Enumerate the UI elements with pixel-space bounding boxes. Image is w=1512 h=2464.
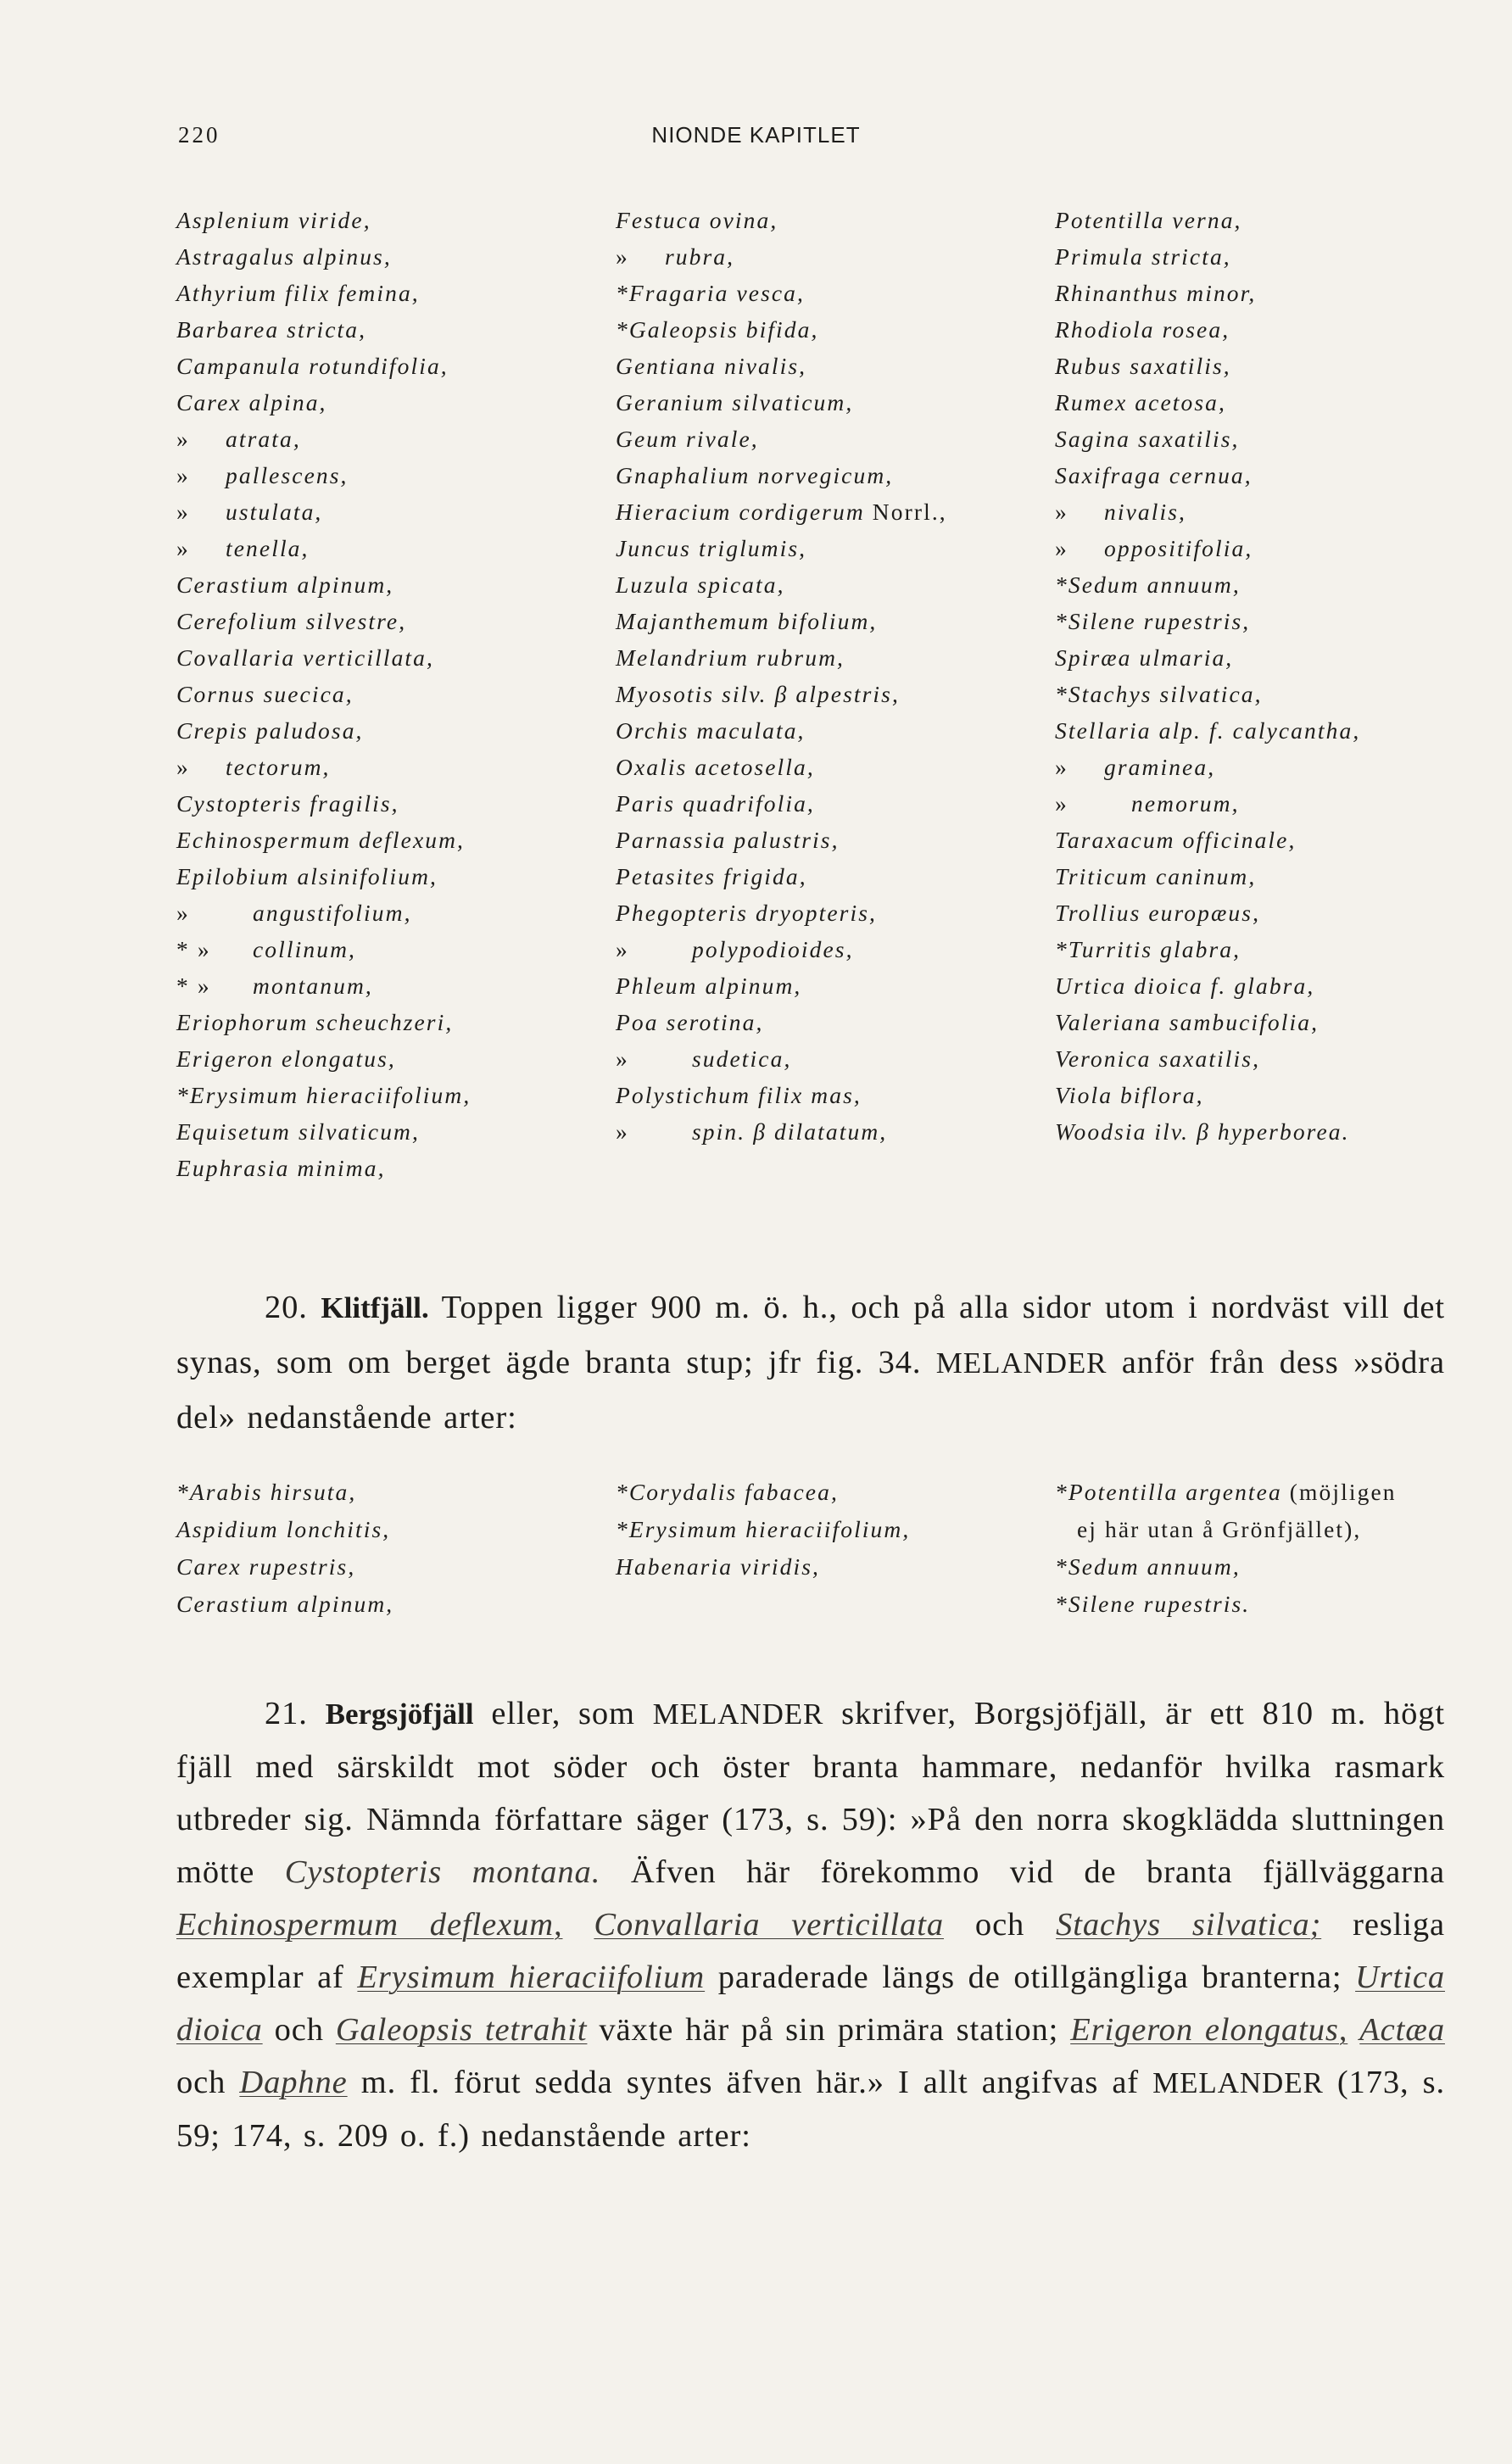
species-entry — [176, 676, 616, 712]
species-name: pallescens, — [226, 462, 349, 488]
author-name: MELANDER — [1152, 2066, 1324, 2099]
species-entry — [616, 603, 1055, 639]
ditto-mark: » — [616, 1045, 629, 1072]
ditto-mark: » — [176, 499, 190, 525]
species-name: Urtica dioica — [176, 1959, 1445, 2048]
species-entry — [176, 858, 616, 895]
species-name: Trollius europæus, — [1055, 900, 1261, 926]
species-name: Cystopteris fragilis, — [176, 790, 399, 817]
species-entry — [176, 1113, 616, 1150]
species-name: Actæa — [1359, 2012, 1445, 2048]
species-name: Barbarea stricta, — [176, 316, 367, 343]
species-name: tectorum, — [226, 754, 331, 780]
species-name: Geranium silvaticum, — [616, 389, 854, 415]
species-entry — [1055, 457, 1512, 493]
species-entry — [1055, 1077, 1512, 1113]
ditto-mark: » — [176, 900, 190, 926]
species-name: Juncus triglumis, — [616, 535, 807, 561]
species-name: Carex rupestris, — [176, 1553, 356, 1580]
ditto-mark: » — [176, 426, 190, 452]
section-number: 21. — [265, 1696, 308, 1731]
ditto-mark: » — [176, 462, 190, 488]
species-entry — [176, 1150, 616, 1186]
species-entry — [176, 712, 616, 749]
species-column-2 — [616, 1474, 1055, 1623]
species-name: *Fragaria vesca, — [616, 280, 806, 306]
species-name: oppositifolia, — [1104, 535, 1253, 561]
species-name: Valeriana sambucifolia, — [1055, 1009, 1320, 1035]
species-name: Urtica dioica f. glabra, — [1055, 973, 1315, 999]
species-entry — [176, 1511, 616, 1548]
species-entry — [1055, 1511, 1512, 1548]
species-entry — [176, 530, 616, 566]
species-name: montanum, — [253, 973, 373, 999]
species-entry — [1055, 275, 1512, 311]
species-entry — [176, 493, 616, 530]
ditto-mark: * » — [176, 973, 211, 999]
species-entry — [1055, 712, 1512, 749]
ditto-mark: » — [1055, 790, 1068, 817]
species-entry — [176, 749, 616, 785]
species-column-1 — [176, 202, 616, 1186]
species-entry — [1055, 238, 1512, 275]
species-entry — [616, 384, 1055, 421]
species-name: nivalis, — [1104, 499, 1187, 525]
species-name: ustulata, — [226, 499, 323, 525]
species-entry — [1055, 566, 1512, 603]
species-name: Crepis paludosa, — [176, 717, 364, 744]
species-entry — [176, 1586, 616, 1623]
species-entry — [616, 712, 1055, 749]
species-entry — [616, 566, 1055, 603]
species-name: Cerastium alpinum, — [176, 1591, 394, 1617]
ditto-mark: » — [1055, 754, 1068, 780]
author-name: MELANDER — [935, 1346, 1107, 1380]
species-entry — [1055, 1040, 1512, 1077]
species-name: Festuca ovina, — [616, 207, 778, 233]
species-entry — [616, 822, 1055, 858]
ditto-mark: » — [616, 936, 629, 962]
species-entry — [616, 1474, 1055, 1511]
species-name: *Silene rupestris, — [1055, 608, 1251, 634]
species-entry — [616, 1113, 1055, 1150]
species-entry — [1055, 1113, 1512, 1150]
species-entry — [176, 275, 616, 311]
species-name: Daphne — [239, 2065, 348, 2100]
species-name: Equisetum silvaticum, — [176, 1118, 420, 1145]
species-entry — [1055, 530, 1512, 566]
species-name: Rhodiola rosea, — [1055, 316, 1230, 343]
species-name: Parnassia palustris, — [616, 827, 840, 853]
species-name: Covallaria verticillata, — [176, 644, 434, 671]
species-name: collinum, — [253, 936, 357, 962]
species-name: Phleum alpinum, — [616, 973, 802, 999]
ditto-mark: » — [616, 243, 629, 270]
species-entry — [1055, 1004, 1512, 1040]
species-name: atrata, — [226, 426, 301, 452]
species-name: Taraxacum officinale, — [1055, 827, 1297, 853]
species-entry — [616, 530, 1055, 566]
species-entry — [616, 639, 1055, 676]
paragraph-text: anför från dess »södra del» nedanstående arter: — [176, 1345, 1445, 1435]
species-name: Convallaria verticillata — [594, 1907, 945, 1943]
species-name: Polystichum filix mas, — [616, 1082, 862, 1108]
species-entry — [1055, 858, 1512, 895]
species-name: *Silene rupestris. — [1055, 1591, 1251, 1617]
species-name: Rumex acetosa, — [1055, 389, 1226, 415]
species-name: Echinospermum deflexum, — [176, 1907, 563, 1943]
species-name: sudetica, — [692, 1045, 792, 1072]
species-name: Orchis maculata, — [616, 717, 806, 744]
species-name: Myosotis silv. β alpestris, — [616, 681, 900, 707]
species-entry — [176, 1004, 616, 1040]
species-entry — [176, 566, 616, 603]
species-entry — [176, 1548, 616, 1586]
species-entry — [176, 967, 616, 1004]
species-entry — [176, 348, 616, 384]
species-name: Poa serotina, — [616, 1009, 764, 1035]
species-entry — [176, 421, 616, 457]
species-name: Carex alpina, — [176, 389, 327, 415]
species-entry — [1055, 639, 1512, 676]
species-entry — [176, 311, 616, 348]
species-entry — [616, 1004, 1055, 1040]
species-entry — [1055, 931, 1512, 967]
species-entry — [1055, 202, 1512, 238]
species-name: *Erysimum hieraciifolium, — [176, 1082, 471, 1108]
paragraph-21 — [176, 1687, 1445, 2162]
section-number: 20. — [265, 1290, 308, 1325]
paragraph-text: paraderade längs de otillgängliga branterna; — [717, 1959, 1342, 1995]
species-name: spin. β dilatatum, — [692, 1118, 888, 1145]
species-name: *Sedum annuum, — [1055, 571, 1241, 598]
species-entry — [176, 202, 616, 238]
species-name: Echinospermum deflexum, — [176, 827, 466, 853]
species-name: Eriophorum scheuchzeri, — [176, 1009, 454, 1035]
species-name: *Corydalis fabacea, — [616, 1479, 839, 1505]
species-name: angustifolium, — [253, 900, 412, 926]
species-name: polypodioides, — [692, 936, 854, 962]
species-name: nemorum, — [1131, 790, 1240, 817]
author-name: MELANDER — [652, 1697, 824, 1731]
species-entry — [616, 1548, 1055, 1586]
species-entry — [1055, 895, 1512, 931]
species-name: rubra, — [665, 243, 735, 270]
ditto-mark: » — [1055, 535, 1068, 561]
species-name: Stellaria alp. f. calycantha, — [1055, 717, 1361, 744]
species-column-1 — [176, 1474, 616, 1623]
paragraph-text: resliga exemplar af — [176, 1907, 1446, 1995]
species-name: Galeopsis tetrahit — [335, 2012, 588, 2048]
species-name: Asplenium viride, — [176, 207, 371, 233]
page-number: 220 — [178, 122, 220, 148]
species-name: *Sedum annuum, — [1055, 1553, 1241, 1580]
species-entry — [616, 202, 1055, 238]
species-entry — [176, 822, 616, 858]
species-column-3 — [1055, 202, 1512, 1186]
species-name: Aspidium lonchitis, — [176, 1516, 391, 1542]
species-entry — [616, 858, 1055, 895]
species-name: Paris quadrifolia, — [616, 790, 815, 817]
species-name: Cerefolium silvestre, — [176, 608, 407, 634]
ditto-mark: * » — [176, 936, 211, 962]
species-name: Hieracium cordigerum — [616, 499, 865, 525]
species-name: Erigeron elongatus, — [1070, 2012, 1348, 2048]
species-name: Habenaria viridis, — [616, 1553, 820, 1580]
species-name: Luzula spicata, — [616, 571, 785, 598]
species-entry — [176, 639, 616, 676]
species-name: Primula stricta, — [1055, 243, 1231, 270]
species-name: Gentiana nivalis, — [616, 353, 807, 379]
species-name: tenella, — [226, 535, 310, 561]
species-entry — [176, 603, 616, 639]
species-entry — [176, 931, 616, 967]
species-entry — [176, 785, 616, 822]
species-name: Erysimum hieraciifolium — [357, 1959, 706, 1995]
species-name: Erigeron elongatus, — [176, 1045, 396, 1072]
species-name: *Erysimum hieraciifolium, — [616, 1516, 911, 1542]
species-entry — [1055, 384, 1512, 421]
species-name: Cornus suecica, — [176, 681, 354, 707]
species-entry — [616, 348, 1055, 384]
paragraph-20 — [176, 1280, 1445, 1445]
species-entry — [176, 384, 616, 421]
species-entry — [1055, 603, 1512, 639]
species-column-2 — [616, 202, 1055, 1186]
species-name: Potentilla verna, — [1055, 207, 1242, 233]
species-name: Petasites frigida, — [616, 863, 807, 889]
species-name: Astragalus alpinus, — [176, 243, 392, 270]
species-name: Phegopteris dryopteris, — [616, 900, 877, 926]
running-title: NIONDE KAPITLET — [651, 122, 861, 148]
species-entry — [1055, 1586, 1512, 1623]
species-entry — [1055, 421, 1512, 457]
species-note: ej här utan å Grönfjället), — [1077, 1516, 1362, 1542]
paragraph-text: Äfven här förekommo vid de branta fjällväggarna — [630, 1854, 1446, 1890]
species-name: *Stachys silvatica, — [1055, 681, 1263, 707]
species-name: Triticum caninum, — [1055, 863, 1257, 889]
species-entry — [616, 967, 1055, 1004]
species-name: *Arabis hirsuta, — [176, 1479, 357, 1505]
species-name: Melandrium rubrum, — [616, 644, 845, 671]
paragraph-text: eller, som — [491, 1696, 635, 1731]
ditto-mark: » — [1055, 499, 1068, 525]
species-entry — [1055, 348, 1512, 384]
ditto-mark: » — [176, 754, 190, 780]
paragraph-text: (173, s. 59; 174, s. 209 o. f.) nedanstående arter: — [176, 2065, 1445, 2154]
species-name: Veronica saxatilis, — [1055, 1045, 1261, 1072]
species-entry — [616, 1040, 1055, 1077]
species-entry — [1055, 311, 1512, 348]
species-note: (möjligen — [1281, 1479, 1397, 1505]
species-entry — [616, 749, 1055, 785]
page-header — [0, 122, 1512, 156]
paragraph-text: Toppen ligger 900 m. ö. h., och på alla sidor utom i nordväst vill det synas, som om berget ägde branta stup; jfr fig. 34. — [176, 1290, 1445, 1380]
species-name: Rubus saxatilis, — [1055, 353, 1231, 379]
species-name: Campanula rotundifolia, — [176, 353, 449, 379]
species-entry — [1055, 1474, 1512, 1511]
paragraph-text: och — [176, 2065, 226, 2100]
species-entry — [1055, 676, 1512, 712]
species-name: *Turritis glabra, — [1055, 936, 1241, 962]
species-entry — [176, 895, 616, 931]
species-entry — [176, 457, 616, 493]
species-entry — [616, 676, 1055, 712]
paragraph-text: och — [974, 1907, 1025, 1943]
species-entry — [1055, 749, 1512, 785]
species-name: Oxalis acetosella, — [616, 754, 815, 780]
species-entry — [176, 1474, 616, 1511]
species-name: Rhinanthus minor, — [1055, 280, 1257, 306]
species-name: *Potentilla argentea — [1055, 1479, 1282, 1505]
paragraph-text: m. fl. förut sedda syntes äfven här.» I allt angifvas af — [360, 2065, 1140, 2100]
species-entry — [1055, 493, 1512, 530]
species-entry — [176, 1040, 616, 1077]
species-name: Geum rivale, — [616, 426, 759, 452]
species-name: Athyrium filix femina, — [176, 280, 420, 306]
species-name: Sagina saxatilis, — [1055, 426, 1240, 452]
species-name: graminea, — [1104, 754, 1216, 780]
species-column-3 — [1055, 1474, 1512, 1623]
species-entry — [1055, 822, 1512, 858]
paragraph-text: och — [274, 2012, 324, 2048]
species-name: Gnaphalium norvegicum, — [616, 462, 894, 488]
species-note: Norrl., — [864, 499, 947, 525]
species-list-2 — [176, 1474, 1512, 1623]
species-entry — [616, 785, 1055, 822]
species-name: *Galeopsis bifida, — [616, 316, 819, 343]
ditto-mark: » — [616, 1118, 629, 1145]
species-entry — [616, 1077, 1055, 1113]
species-entry — [616, 457, 1055, 493]
species-name: Majanthemum bifolium, — [616, 608, 878, 634]
species-entry — [1055, 785, 1512, 822]
species-name: Saxifraga cernua, — [1055, 462, 1253, 488]
species-entry — [616, 275, 1055, 311]
species-entry — [616, 895, 1055, 931]
species-entry — [1055, 1548, 1512, 1586]
species-entry — [616, 421, 1055, 457]
species-list-1 — [176, 202, 1512, 1186]
species-name: Woodsia ilv. β hyperborea. — [1055, 1118, 1350, 1145]
locality-name: Bergsjöfjäll — [325, 1697, 474, 1731]
species-entry — [616, 238, 1055, 275]
paragraph-text: växte här på sin primära station; — [599, 2012, 1059, 2048]
paragraph-text: skrifver, Borgsjöfjäll, är ett 810 m. högt fjäll med särskildt mot söder och öster branta hammare, nedanför hvilka rasmark utbreder sig. Nämnda författare säger (173, s. 59): »På den norra skogklädda sluttningen mötte — [176, 1696, 1445, 1890]
species-name: Stachys silvatica; — [1056, 1907, 1322, 1943]
species-entry — [176, 1077, 616, 1113]
locality-name: Klitfjäll. — [321, 1291, 429, 1324]
species-entry — [616, 311, 1055, 348]
species-name: Spiræa ulmaria, — [1055, 644, 1234, 671]
species-entry — [1055, 967, 1512, 1004]
species-name: Euphrasia minima, — [176, 1155, 386, 1181]
species-entry — [616, 1511, 1055, 1548]
species-entry — [616, 493, 1055, 530]
species-name: Cystopteris montana. — [284, 1854, 601, 1890]
species-name: Epilobium alsinifolium, — [176, 863, 438, 889]
species-name: Viola biflora, — [1055, 1082, 1204, 1108]
ditto-mark: » — [176, 535, 190, 561]
species-name: Cerastium alpinum, — [176, 571, 394, 598]
species-entry — [616, 931, 1055, 967]
species-entry — [176, 238, 616, 275]
